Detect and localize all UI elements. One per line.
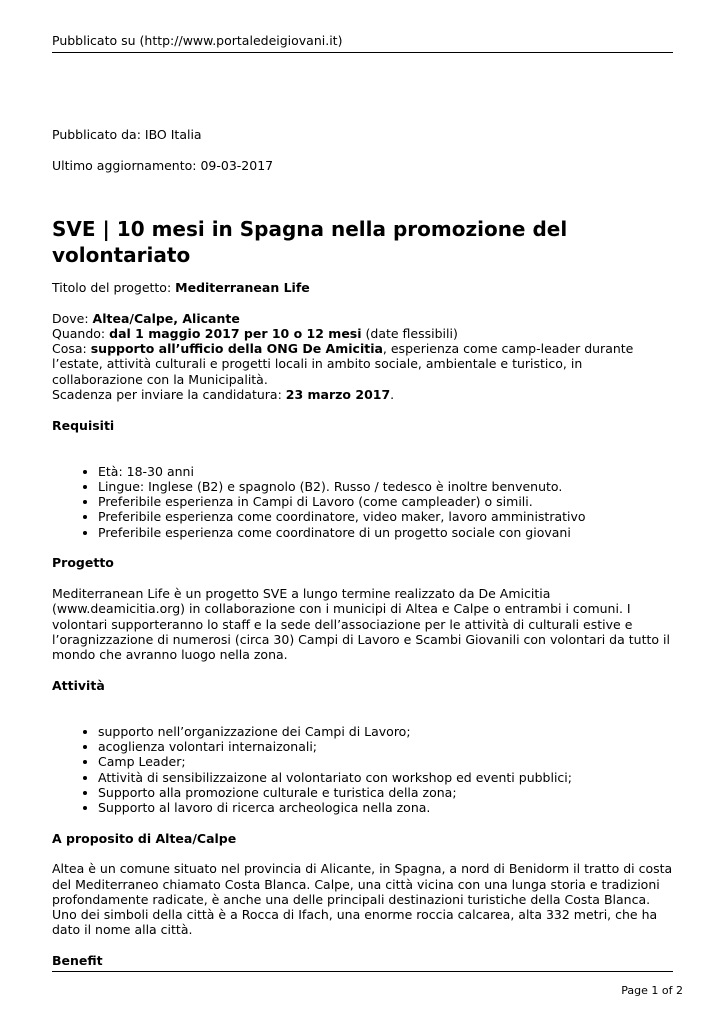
published-on-header: Pubblicato su (http://www.portaledeigiovani.it) — [52, 33, 343, 48]
attivita-list — [52, 724, 673, 816]
deadline-value: 23 marzo 2017 — [285, 387, 391, 403]
attivita-heading: Attività — [52, 677, 105, 693]
when-note: (date flessibili) — [361, 325, 458, 341]
when-value: dal 1 maggio 2017 per 10 o 12 mesi — [109, 325, 362, 341]
list-item: • Attività di sensibilizzaizone al volontariato con workshop ed eventi pubblici; — [98, 770, 673, 785]
deadline-end: . — [390, 387, 395, 403]
project-label: Titolo del progetto: — [52, 280, 176, 295]
what-label: Cosa: — [52, 341, 91, 357]
deadline-label: Scadenza per inviare la candidatura: — [52, 387, 286, 403]
header-rule — [52, 52, 673, 53]
list-item: • acoglienza volontari internaizonali; — [98, 739, 673, 754]
what-rest: , esperienza come camp-leader durante l’estate, attività culturali e progetti locali in ambito sociale, ambientale e turistico, in collaborazione con la Municipalità. — [52, 341, 634, 387]
last-update: Ultimo aggiornamento: 09-03-2017 — [52, 158, 274, 173]
where-label: Dove: — [52, 310, 93, 326]
altea-text: Altea è un comune situato nel provincia di Alicante, in Spagna, a nord di Benidorm il tratto di costa del Mediterraneo chiamato Costa Blanca. Calpe, una città vicina con una lunga storia e tradizioni profondamente radicate, è anche una delle principali destinazioni turistiche della Costa Blanca. Uno dei simboli della città è a Rocca di Ifach, una enorme roccia calcarea, alta 332 metri, che ha dato il nome alla città. — [52, 861, 673, 938]
what-value: supporto all’ufficio della ONG De Amicitia — [90, 341, 383, 357]
when-label: Quando: — [52, 325, 110, 341]
progetto-text: Mediterranean Life è un progetto SVE a lungo termine realizzato da De Amicitia (www.deamicitia.org) in collaborazione con i municipi di Altea e Calpe o entrambi i comuni. I volontari supporteranno lo staff e la sede dell’associazione per le attività di culturali estive e l’oragnizzazione di numerosi (circa 30) Campi di Lavoro e Scambi Giovanili con volontari da tutto il mondo che avranno luogo nella zona. — [52, 585, 670, 663]
footer-rule — [52, 971, 673, 972]
list-item: • Supporto alla promozione culturale e turistica della zona; — [98, 785, 673, 800]
when-line — [52, 326, 673, 341]
requisiti-list — [52, 464, 673, 540]
project-title-line — [52, 280, 673, 295]
project-value: Mediterranean Life — [175, 280, 310, 295]
requisiti-heading: Requisiti — [52, 417, 115, 433]
list-item: • Lingue: Inglese (B2) e spagnolo (B2). Russo / tedesco è inoltre benvenuto. — [98, 479, 673, 494]
article-body — [52, 280, 673, 968]
list-item: • Preferibile esperienza come coordinatore, video maker, lavoro amministrativo — [98, 509, 673, 524]
what-line — [52, 341, 673, 387]
deadline-line — [52, 387, 673, 402]
where-line — [52, 311, 673, 326]
page-number: Page 1 of 2 — [621, 984, 683, 997]
altea-heading: A proposito di Altea/Calpe — [52, 830, 237, 846]
list-item: • Età: 18-30 anni — [98, 464, 673, 479]
list-item: • Camp Leader; — [98, 754, 673, 769]
benefit-heading: Benefit — [52, 953, 103, 969]
list-item: • Preferibile esperienza in Campi di Lavoro (come campleader) o simili. — [98, 494, 673, 509]
list-item: • Preferibile esperienza come coordinatore di un progetto sociale con giovani — [98, 525, 673, 540]
where-value: Altea/Calpe, Alicante — [92, 310, 240, 326]
page-title: SVE | 10 mesi in Spagna nella promozione del volontariato — [52, 217, 568, 267]
published-by: Pubblicato da: IBO Italia — [52, 127, 202, 142]
list-item: • supporto nell’organizzazione dei Campi di Lavoro; — [98, 724, 673, 739]
progetto-heading: Progetto — [52, 555, 114, 571]
document-page — [52, 0, 673, 1024]
list-item: • Supporto al lavoro di ricerca archeologica nella zona. — [98, 800, 673, 815]
